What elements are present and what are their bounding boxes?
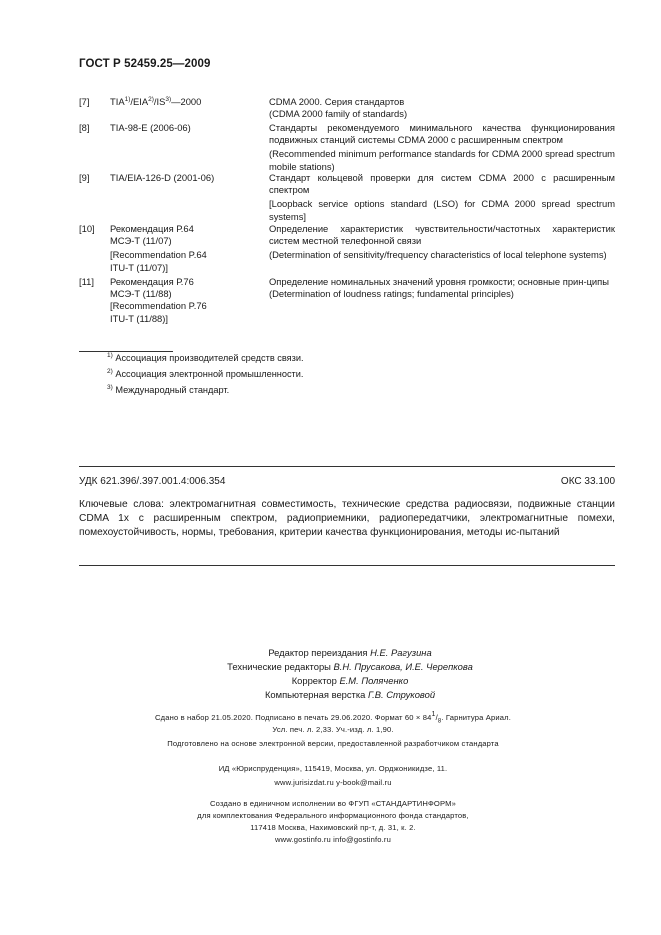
reference-number: [7]: [79, 96, 90, 107]
reference-number: [9]: [79, 172, 90, 183]
imprint-line: Сдано в набор 21.05.2020. Подписано в печать 29.06.2020. Формат $60 \times 84^1/_8$. Гарнитура Ариал.: [155, 711, 511, 725]
reference-number: [10]: [79, 223, 95, 234]
imprint-line: Подготовлено на основе электронной версии, предоставленной разработчиком стандарта: [167, 739, 499, 748]
reference-source: TIA/EIA-126-D (2001-06): [110, 172, 215, 183]
footnote: $^{3)}$ Международный стандарт.: [107, 384, 230, 395]
imprint-line: ИД «Юриспруденция», 115419, Москва, ул. Орджоникидзе, 11.: [218, 764, 448, 773]
reference-number: [8]: [79, 122, 90, 133]
reference-number: [11]: [79, 276, 94, 287]
section-divider-top: [79, 466, 615, 467]
imprint-line: www.jurisizdat.ru y-book@mail.ru: [274, 778, 392, 787]
editor-line: Технические редакторы В.Н. Прусакова, И.Е. Черепкова: [227, 661, 473, 672]
imprint-line: для комплектования Федерального информационного фонда стандартов,: [197, 811, 469, 820]
keywords-paragraph: Ключевые слова: электромагнитная совместимость, технические средства радиосвязи, подвижные станции CDMA 1x с расширенным спектром, радиоприемники, радиопередатчики, электромагнитные помехи, помехоустойчивость, нормы, требования, критерии качества функционирования, методы ис-пытаний: [79, 499, 615, 538]
editor-line: Редактор переиздания Н.Е. Рагузина: [268, 647, 432, 658]
imprint-line: Усл. печ. л. 2,33. Уч.-изд. л. 1,90.: [272, 725, 394, 734]
editor-line: Компьютерная верстка Г.В. Струковой: [264, 689, 436, 700]
imprint-line: 117418 Москва, Нахимовский пр-т, д. 31, к. 2.: [250, 823, 416, 832]
reference-title: CDMA 2000. Серия стандартов (CDMA 2000 family of standards): [269, 96, 408, 120]
footnote: $^{2)}$ Ассоциация электронной промышленности.: [107, 368, 304, 379]
reference-title: Стандарт кольцевой проверки для систем CDMA 2000 с расширенным спектром [Loopback service options standard (LSO) for CDMA 2000 spread spectrum systems]: [269, 172, 615, 222]
reference-source: Рекомендация Р.76 МСЭ-Т (11/88) [Recommendation P.76 ITU-T (11/88)]: [110, 276, 207, 324]
document-header: ГОСТ Р 52459.25—2009: [79, 58, 211, 70]
footnote: $^{1)}$ Ассоциация производителей средств связи.: [107, 352, 304, 363]
reference-title: Определение характеристик чувствительности/частотных характеристик систем местной телефонной связи (Determination of sensitivity/frequency characteristics of local telephone systems): [269, 223, 615, 261]
reference-source: TIA-98-E (2006-06): [110, 122, 191, 133]
reference-source: Рекомендация Р.64 МСЭ-Т (11/07) [Recommendation P.64 ITU-T (11/07)]: [110, 223, 207, 273]
imprint-line: Создано в единичном исполнении во ФГУП «СТАНДАРТИНФОРМ»: [210, 799, 456, 808]
udk-code: УДК 621.396/.397.001.4:006.354: [79, 476, 226, 487]
reference-title: Стандарты рекомендуемого минимального качества функционирования подвижных станций системы CDMA 2000 с расширенным спектром (Recommended minimum performance standards for CDMA 2000 spread spectrum mobile stations): [269, 122, 615, 172]
section-divider-bottom: [79, 565, 615, 566]
reference-source: TIA$^{1)}$/EIA$^{2)}$/IS$^{3)}$—2000: [110, 96, 202, 107]
imprint-line: www.gostinfo.ru info@gostinfo.ru: [275, 835, 391, 844]
editor-line: Корректор Е.М. Поляченко: [291, 675, 409, 686]
oks-code: ОКС 33.100: [560, 476, 615, 487]
reference-title: Определение номинальных значений уровня громкости; основные прин-ципы (Determination of loudness ratings; fundamental principles): [269, 276, 609, 300]
